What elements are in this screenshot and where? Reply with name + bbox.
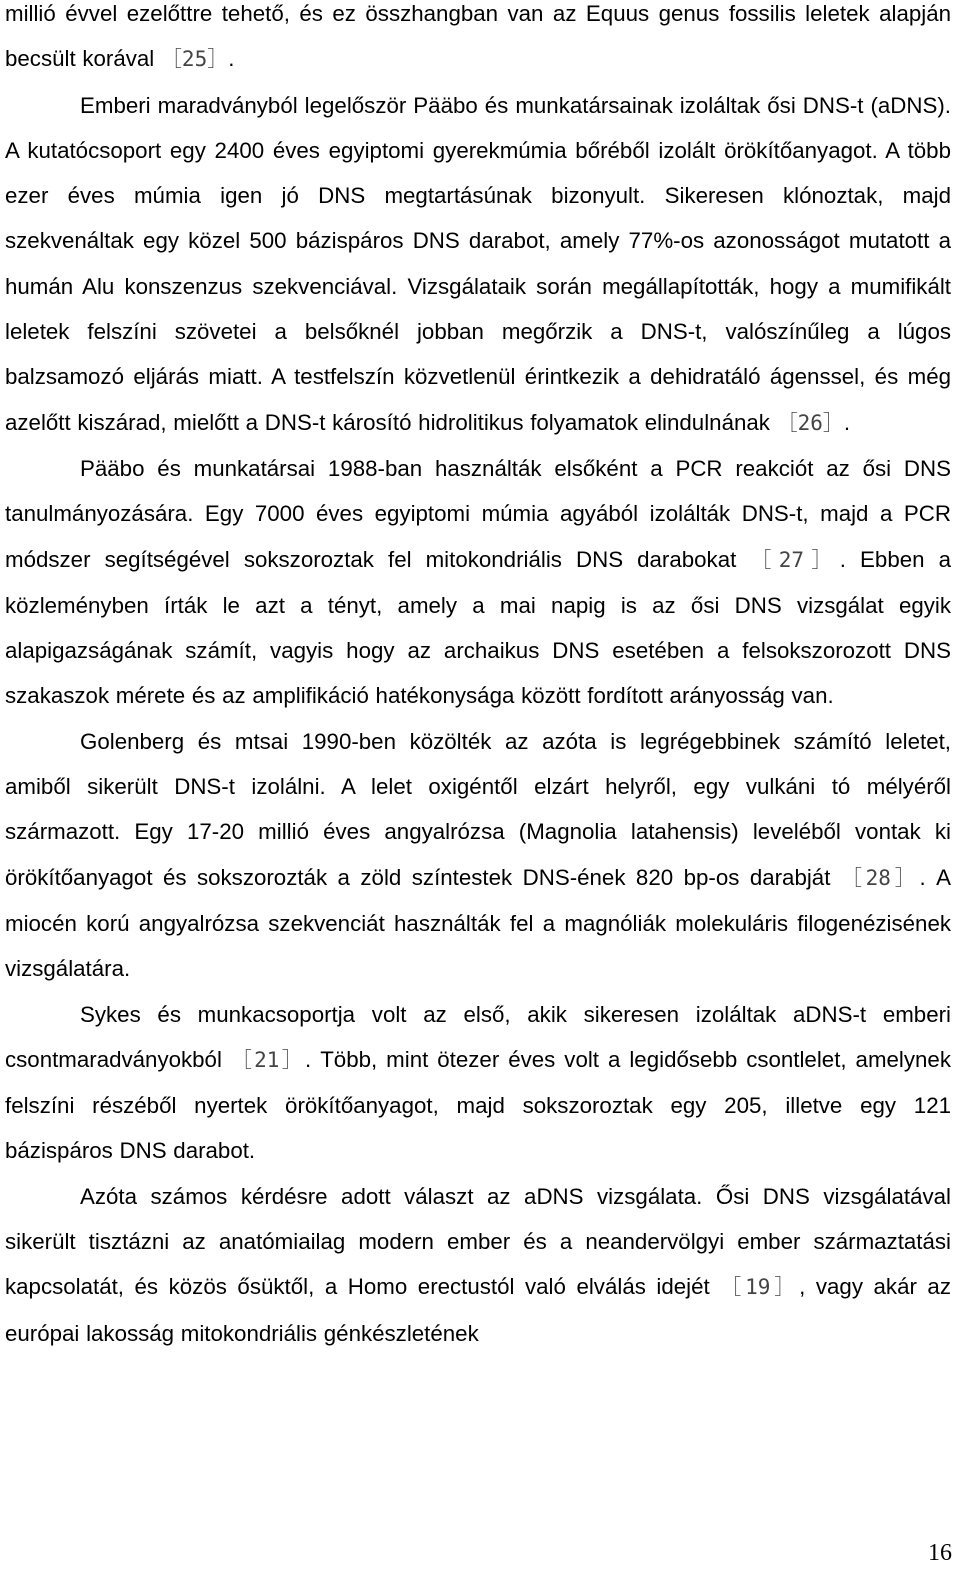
citation-reference: ［25］ [160, 47, 229, 72]
paragraph-text: Pääbo és munkatársai 1988-ban használták elsőként a PCR reakciót az ősi DNS tanulmányozására. Egy 7000 éves egyiptomi múmia agyából izolálták DNS-t, majd a PCR módszer segítségével sokszoroztak fel mitokondriális DNS darabokat [5, 455, 951, 572]
page-number: 16 [928, 1540, 952, 1566]
paragraph-text: Golenberg és mtsai 1990-ben közölték az azóta is legrégebbinek számító leletet, amiből sikerült DNS-t izolálni. A lelet oxigéntől elzárt helyről, egy vulkáni tó mélyéről származott. Egy 17-20 millió éves angyalrózsa (Magnolia latahensis) leveléből vontak ki örökítőanyagot és sokszorozták a zöld színtestek DNS-ének 820 bp-os darabját [5, 728, 951, 890]
paragraph-text: . Több, mint ötezer éves volt a legidősebb csontlelet, amelynek felszíni részéből nyertek örökítőanyagot, majd sokszoroztak egy 205, illetve egy 121 bázispáros DNS darabot. [5, 1046, 951, 1164]
body-paragraph [5, 992, 951, 1174]
citation-reference: ［28］ [840, 865, 920, 890]
citation-reference: ［27］ [750, 547, 840, 572]
citation-reference: ［26］ [776, 410, 844, 435]
citation-reference: ［21］ [230, 1047, 306, 1072]
body-paragraph [5, 0, 951, 83]
body-paragraph [5, 83, 951, 446]
body-paragraph [5, 446, 951, 719]
body-paragraph [5, 719, 951, 992]
paragraph-text: Sykes és munkacsoportja volt az első, akik sikeresen izoláltak aDNS-t emberi csontmaradványokból [5, 1001, 951, 1072]
paragraph-text: . A miocén korú angyalrózsa szekvenciát használták fel a magnóliák molekuláris filogenézisének vizsgálatára. [5, 864, 951, 982]
paragraph-text: . [843, 409, 851, 435]
paragraph-text: , vagy akár az európai lakosság mitokondriális génkészletének [5, 1274, 951, 1346]
document-page [5, 0, 951, 1356]
paragraph-text: . Ebben a közleményben írták le azt a tényt, amely a mai napig is az ősi DNS vizsgálat egyik alapigazságának számít, vagyis hogy az archaikus DNS esetében a felsokszorozott DNS szakaszok mérete és az amplifikáció hatékonysága között fordított arányosság van. [5, 546, 951, 709]
paragraph-text: . [228, 46, 235, 72]
paragraph-text: Azóta számos kérdésre adott választ az aDNS vizsgálata. Ősi DNS vizsgálatával sikerült tisztázni az anatómiailag modern ember és a neandervölgyi ember származtatási kapcsolatát, és közös ősüktől, a Homo erectustól való elválás idejét [5, 1183, 951, 1300]
paragraph-text: Emberi maradványból legelőször Pääbo és munkatársainak izoláltak ősi DNS-t (aDNS). A kutatócsoport egy 2400 éves egyiptomi gyerekmúmia bőréből izolált örökítőanyagot. A több ezer éves múmia igen jó DNS megtartásúnak bizonyult. Sikeresen klónoztak, majd szekvenáltak egy közel 500 bázispáros DNS darabot, amely 77%-os azonosságot mutatott a humán Alu konszenzus szekvenciával. Vizsgálataik során megállapították, hogy a mumifikált leletek felszíni szövetei a belsőknél jobban megőrzik a DNS-t, valószínűleg a lúgos balzsamozó eljárás miatt. A testfelszín közvetlenül érintkezik a dehidratáló ágenssel, és még azelőtt kiszárad, mielőtt a DNS-t károsító hidrolitikus folyamatok elindulnának [5, 92, 951, 435]
citation-reference: ［19］ [720, 1275, 800, 1300]
paragraph-text: millió évvel ezelőttre tehető, és ez összhangban van az Equus genus fossilis leletek alapján becsült korával [5, 1, 951, 72]
body-paragraph [5, 1174, 951, 1356]
